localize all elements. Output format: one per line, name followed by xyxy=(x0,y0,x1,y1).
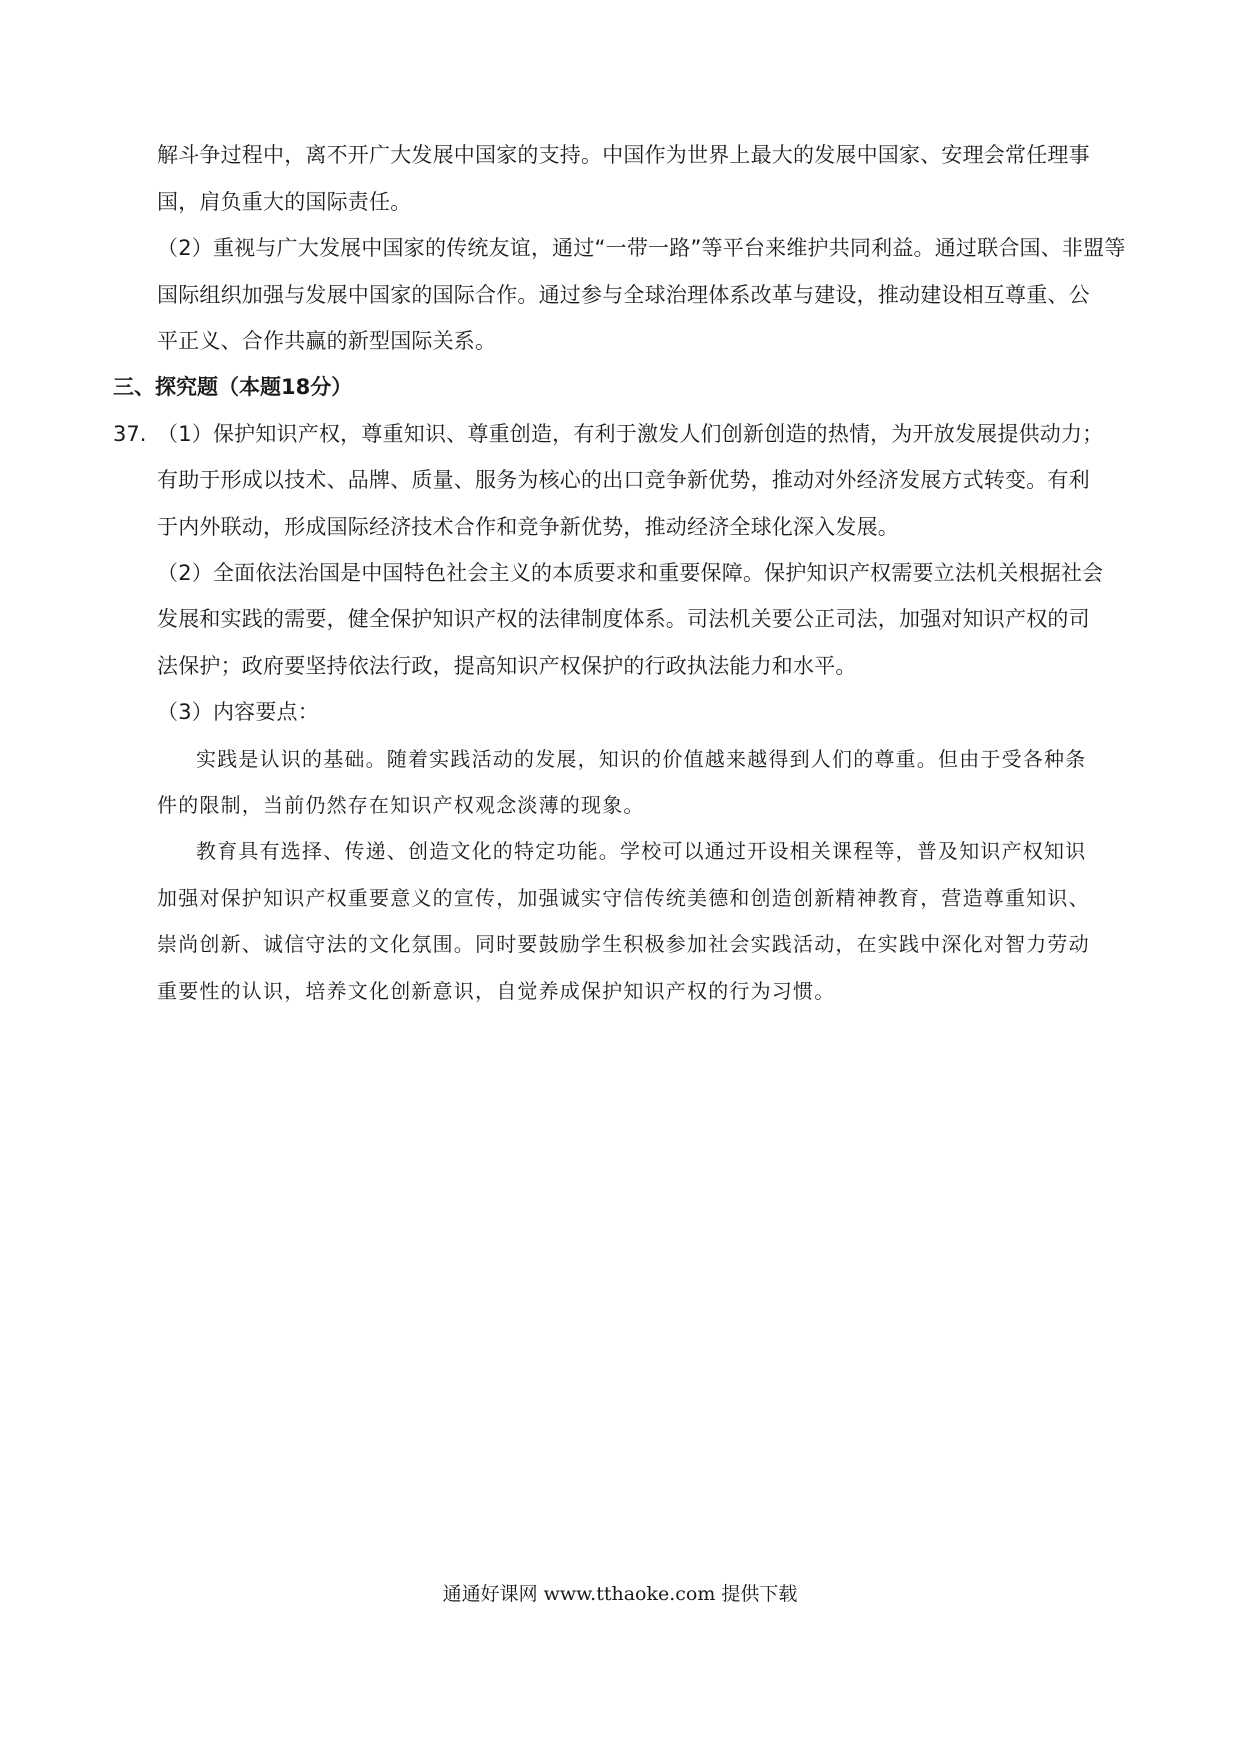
paragraph-line: （2）重视与广大发展中国家的传统友谊，通过“一带一路”等平台来维护共同利益。通过联合国、非盟等 xyxy=(157,236,1126,260)
paragraph-line: 解斗争过程中，离不开广大发展中国家的支持。中国作为世界上最大的发展中国家、安理会常任理事 xyxy=(157,143,1090,167)
key-point-line: 件的限制，当前仍然存在知识产权观念淡薄的现象。 xyxy=(157,793,645,817)
answer-line: 法保护；政府要坚持依法行政，提高知识产权保护的行政执法能力和水平。 xyxy=(157,654,857,678)
page-footer: 通通好课网 www.tthaoke.com 提供下载 xyxy=(442,1583,798,1605)
key-point-line: 实践是认识的基础。随着实践活动的发展，知识的价值越来越得到人们的尊重。但由于受各种条 xyxy=(196,747,1087,771)
answer-line: 发展和实践的需要，健全保护知识产权的法律制度体系。司法机关要公正司法，加强对知识产权的司 xyxy=(157,607,1090,631)
question-number: 37. xyxy=(113,422,147,446)
paragraph-line: 国际组织加强与发展中国家的国际合作。通过参与全球治理体系改革与建设，推动建设相互尊重、公 xyxy=(157,283,1090,307)
answer-line: （1）保护知识产权，尊重知识、尊重创造，有利于激发人们创新创造的热情，为开放发展提供动力； xyxy=(157,422,1104,446)
key-point-line: 教育具有选择、传递、创造文化的特定功能。学校可以通过开设相关课程等，普及知识产权知识 xyxy=(196,839,1087,863)
paragraph-line: 国，肩负重大的国际责任。 xyxy=(157,190,412,214)
key-point-line: 崇尚创新、诚信守法的文化氛围。同时要鼓励学生积极参加社会实践活动，在实践中深化对智力劳动 xyxy=(157,932,1090,956)
section-heading: 三、探究题（本题18分） xyxy=(113,375,353,399)
paragraph-line: 平正义、合作共赢的新型国际关系。 xyxy=(157,329,497,353)
answer-line: （3）内容要点： xyxy=(157,700,319,724)
key-point-line: 重要性的认识，培养文化创新意识，自觉养成保护知识产权的行为习惯。 xyxy=(157,979,836,1003)
answer-line: （2）全面依法治国是中国特色社会主义的本质要求和重要保障。保护知识产权需要立法机关根据社会 xyxy=(157,561,1104,585)
answer-line: 有助于形成以技术、品牌、质量、服务为核心的出口竞争新优势，推动对外经济发展方式转变。有利 xyxy=(157,468,1090,492)
key-point-line: 加强对保护知识产权重要意义的宣传，加强诚实守信传统美德和创造创新精神教育，营造尊重知识、 xyxy=(157,886,1090,910)
answer-line: 于内外联动，形成国际经济技术合作和竞争新优势，推动经济全球化深入发展。 xyxy=(157,515,899,539)
